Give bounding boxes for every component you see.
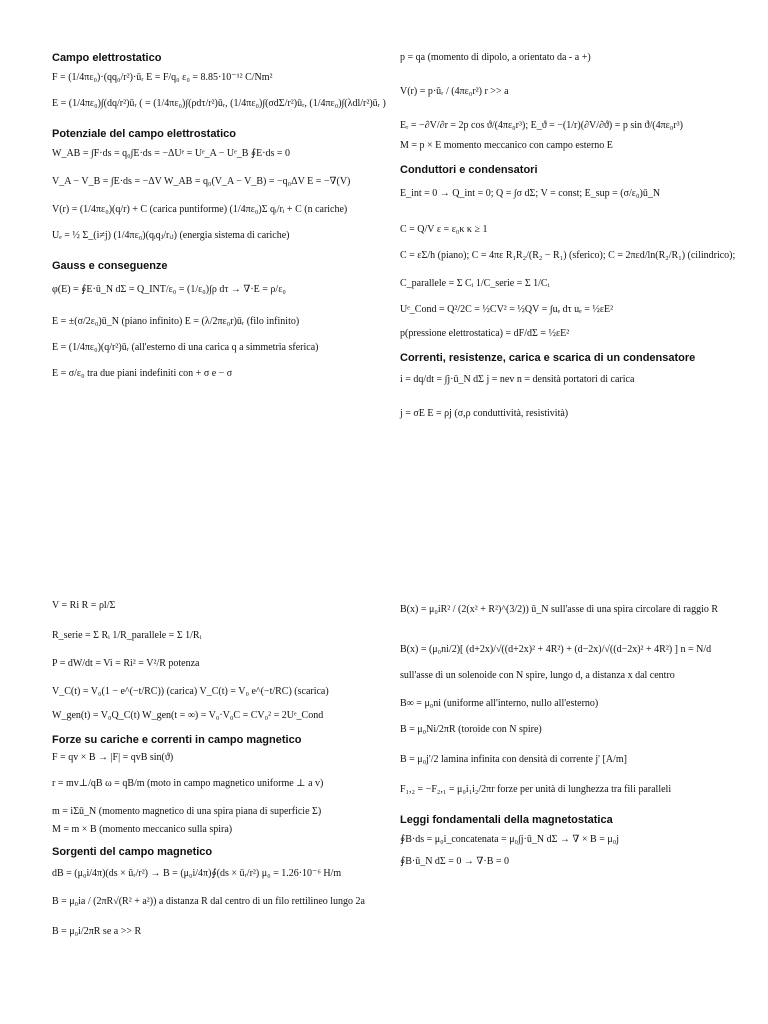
- section-heading-forze: Forze su cariche e correnti in campo magnetico: [52, 734, 302, 746]
- formula-infinite-sheet: B = μ₀j'/2 lamina infinita con densità di corrente j' [A/m]: [400, 754, 627, 765]
- section-heading-sorgenti: Sorgenti del campo magnetico: [52, 846, 213, 858]
- formula-current: i = dq/dt = ∫j·ū_N dΣ j = nev n = densità portatori di carica: [400, 374, 635, 385]
- circuits-magnetism-quadrant: [52, 600, 382, 938]
- formula-finite-wire: B = μ₀ia / (2πR√(R² + a²)) a distanza R dal centro di un filo rettilineo lungo 2a: [52, 896, 365, 907]
- formula-capacitance: C = Q/V ε = ε₀κ κ ≥ 1: [400, 224, 488, 235]
- formula-series-parallel: C_parallele = Σ Cᵢ 1/C_serie = Σ 1/Cᵢ: [400, 278, 550, 289]
- formula-dipole-moment: p = qa (momento di dipolo, a orientato da - a +): [400, 52, 591, 63]
- formula-infinite-wire: B = μ₀i/2πR se a >> R: [52, 926, 142, 937]
- section-heading-leggi: Leggi fondamentali della magnetostatica: [400, 814, 613, 826]
- formula-solenoid: B(x) = (μ₀ni/2)[ (d+2x)/√((d+2x)² + 4R²) + (d−2x)/√((d−2x)² + 4R²) ] n = N/d: [400, 644, 712, 655]
- formula-capacitor-energy: Uᵉ_Cond = Q²/2C = ½CV² = ½QV = ∫uₑ dτ uₑ = ½εE²: [400, 304, 614, 315]
- formula-potential-difference: V_A − V_B = ∫E·ds = −ΔV W_AB = q₀(V_A − V_B) = −q₀ΔV E = −∇(V): [52, 176, 351, 187]
- formula-resistors: R_serie = Σ Rᵢ 1/R_parallele = Σ 1/Rᵢ: [52, 630, 202, 641]
- formula-dipole-potential: V(r) = p·ūᵣ / (4πε₀r²) r >> a: [400, 86, 509, 97]
- formula-conductor: E_int = 0 → Q_int = 0; Q = ∫σ dΣ; V = const; E_sup = (σ/ε₀)ū_N: [400, 188, 661, 199]
- section-heading-gauss: Gauss e conseguenze: [52, 260, 168, 272]
- electrostatics-quadrant: [52, 52, 386, 380]
- solenoid-description: sull'asse di un solenoide con N spire, lungo d, a distanza x dal centro: [400, 670, 675, 681]
- formula-pressure: p(pressione elettrostatica) = dF/dΣ = ½εE²: [400, 328, 570, 339]
- formula-potential-point: V(r) = (1/4πε₀)(q/r) + C (carica puntiforme) (1/4πε₀)Σ qᵢ/rᵢ + C (n cariche): [52, 204, 348, 215]
- formula-infinite-solenoid: B∞ = μ₀ni (uniforme all'interno, nullo all'esterno): [400, 698, 599, 709]
- section-heading-conduttori: Conduttori e condensatori: [400, 164, 538, 176]
- formula-dipole-torque: M = p × E momento meccanico con campo esterno E: [400, 140, 613, 151]
- formula-cyclotron: r = mv⊥/qB ω = qB/m (moto in campo magnetico uniforme ⊥ a v): [52, 778, 324, 789]
- magnetostatics-quadrant: [400, 600, 730, 868]
- formula-loop-torque: M = m × B (momento meccanico sulla spira): [52, 824, 233, 835]
- formula-plane-wire: E = ±(σ/2ε₀)ū_N (piano infinito) E = (λ/2πε₀r)ūᵣ (filo infinito): [52, 316, 300, 327]
- formula-system-energy: Uₑ = ½ Σ_(i≠j) (1/4πε₀)(qᵢqⱼ/rᵢⱼ) (energia sistema di cariche): [52, 230, 290, 241]
- formula-loop-axis: B(x) = μ₀iR² / (2(x² + R²)^(3/2)) ū_N sull'asse di una spira circolare di raggio R: [400, 604, 719, 615]
- formula-parallel-wires: F₁,₂ = −F₂,₁ = μ₀i₁i₂/2πr forze per unità di lunghezza tra fili paralleli: [400, 784, 672, 795]
- formula-coulomb: F = (1/4πε₀)·(qq₀/r²)·ūᵣ E = F/q₀ ε₀ = 8.85·10⁻¹² C/Nm²: [52, 72, 273, 83]
- formula-rc: V_C(t) = V₀(1 − e^(−t/RC)) (carica) V_C(t) = V₀ e^(−t/RC) (scarica): [52, 686, 329, 697]
- formula-spherical: E = (1/4πε₀)(q/r²)ūᵣ (all'esterno di una carica q a simmetria sferica): [52, 342, 319, 353]
- formula-ohm: V = Ri R = ρl/Σ: [52, 600, 116, 611]
- formula-gauss: φ(E) = ∮E·ū_N dΣ = Q_INT/ε₀ = (1/ε₀)∫ρ dτ → ∇·E = ρ/ε₀: [52, 284, 286, 295]
- formula-power: P = dW/dt = Vi = Ri² = V²/R potenza: [52, 658, 200, 669]
- formula-work: W_AB = ∫F·ds = q₀∫E·ds = −ΔUᵉ = Uᵉ_A − Uᵉ_B ∮E·ds = 0: [52, 148, 291, 159]
- section-heading-potenziale: Potenziale del campo elettrostatico: [52, 128, 236, 140]
- formula-dipole-field: Eᵣ = −∂V/∂r = 2p cos ϑ/(4πε₀r³); E_ϑ = −(1/r)(∂V/∂ϑ) = p sin ϑ/(4πε₀r³): [400, 120, 683, 131]
- dipole-conductors-quadrant: [400, 52, 736, 420]
- formula-biot-savart: dB = (μ₀i/4π)(ds × ūᵣ/r²) → B = (μ₀i/4π)∮(ds × ūᵣ/r²) μ₀ = 1.26·10⁻⁶ H/m: [52, 868, 342, 879]
- formula-generator-work: W_gen(t) = V₀Q_C(t) W_gen(t = ∞) = V₀·V₀C = CV₀² = 2Uᵉ_Cond: [52, 710, 324, 721]
- section-heading-campo-elettrostatico: Campo elettrostatico: [52, 52, 162, 64]
- formula-field-distribution: E = (1/4πε₀)∫(dq/r²)ūᵣ ( = (1/4πε₀)∫(ρdτ/r²)ūᵣ, (1/4πε₀)∫(σdΣ/r²)ūᵣ, (1/4πε₀)∫(λdl/r²)ūᵣ ): [52, 98, 386, 109]
- formula-ampere: ∮B·ds = μ₀i_concatenata = μ₀∫j·ū_N dΣ → ∇ × B = μ₀j: [400, 834, 619, 845]
- formula-no-monopoles: ∮B·ū_N dΣ = 0 → ∇·B = 0: [400, 856, 510, 867]
- formula-ohm-local: j = σE E = ρj (σ,ρ conduttività, resistività): [400, 408, 569, 419]
- formula-magnetic-moment: m = iΣū_N (momento magnetico di una spira piana di superficie Σ): [52, 806, 322, 817]
- section-heading-correnti: Correnti, resistenze, carica e scarica di un condensatore: [400, 352, 696, 364]
- formula-lorentz: F = qv × B → |F| = qvB sin(ϑ): [52, 752, 174, 763]
- formula-toroid: B = μ₀Ni/2πR (toroide con N spire): [400, 724, 542, 735]
- formula-capacitors: C = εΣ/h (piano); C = 4πε R₁R₂/(R₂ − R₁) (sferico); C = 2πεd/ln(R₂/R₁) (cilindrico);: [400, 250, 736, 261]
- formula-two-planes: E = σ/ε₀ tra due piani indefiniti con + σ e − σ: [52, 368, 233, 379]
